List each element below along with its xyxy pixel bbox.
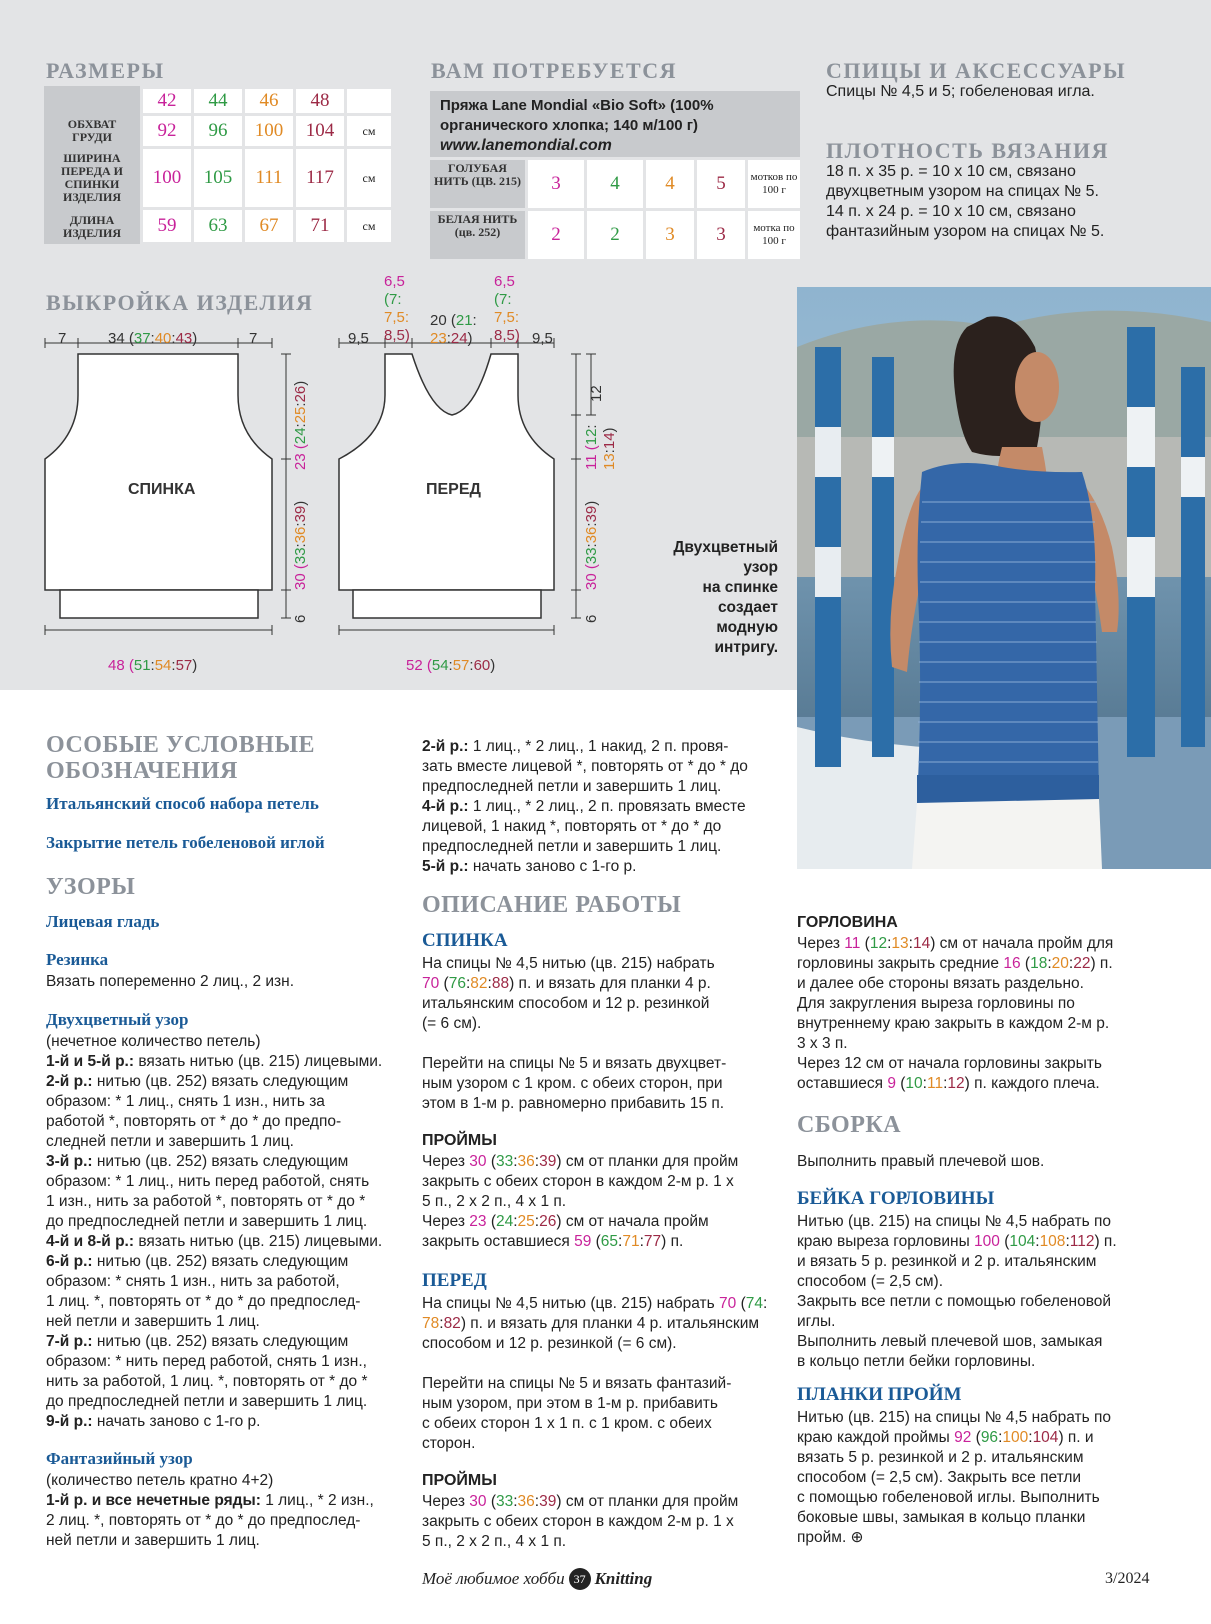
front-shoulder-edge-left: 9,5 <box>348 330 369 347</box>
rib-title: Резинка <box>46 950 109 969</box>
text-line: образом: * снять 1 изн., нить за работой, <box>46 1273 340 1290</box>
unit: мотков по 100 г <box>748 160 800 208</box>
text-line: 4-й р.: 1 лиц., * 2 лиц., 2 п. провязать вместе <box>422 798 746 815</box>
needles-text: Спицы № 4,5 и 5; гобеленовая игла. <box>826 83 1095 100</box>
text-line: 5-й р.: начать заново с 1-го р. <box>422 858 637 875</box>
neckband-title: БЕЙКА ГОРЛОВИНЫ <box>797 1188 995 1209</box>
back-band <box>60 590 258 618</box>
back-cast-on: 70 (76:82:88) п. и вязать для планки 4 р. <box>422 975 711 992</box>
front-shape <box>339 354 554 590</box>
value: 59 <box>143 210 191 242</box>
value: 3 <box>646 211 694 259</box>
photo-caption: Двухцветный узор на спинке создает модную интригу. <box>673 539 778 656</box>
yarn-line1: Пряжа Lane Mondial «Bio Soft» (100% <box>440 97 714 114</box>
yarn-box <box>430 91 800 157</box>
front-shoulder-right: 6,5 (7: 7,5: 8,5) <box>494 273 520 344</box>
issue-number: 3/2024 <box>1105 1570 1150 1587</box>
text-line: (нечетное количество петель) <box>46 1033 261 1050</box>
text-line: образом: * 1 лиц., снять 1 изн., нить за <box>46 1093 325 1110</box>
value: 117 <box>296 149 344 207</box>
front-width-dim: 52 (54:57:60) <box>406 657 496 674</box>
back-neck-dim: 34 (37:40:43) <box>108 330 198 347</box>
value: 105 <box>194 149 242 207</box>
value: 96 <box>194 116 242 146</box>
text-line: 9-й р.: начать заново с 1-го р. <box>46 1413 261 1430</box>
back-armhole-dim: 23 (24:25:26) <box>292 380 309 470</box>
row-label-width: ШИРИНА ПЕРЕДА И СПИНКИ ИЗДЕЛИЯ <box>47 152 137 208</box>
text-line: ней петли и завершить 1 лиц. <box>46 1313 260 1330</box>
text-line: образом: * нить перед работой, снять 1 изн., <box>46 1353 367 1370</box>
rib-text: Вязать попеременно 2 лиц., 2 изн. <box>46 973 294 990</box>
materials-table <box>430 157 800 261</box>
unit: см <box>347 149 391 207</box>
armholes-front-text: Через 30 (33:36:39) см от планки для пройм закрыть с обеих сторон в каждом 2-м р. 1 х 5 п., 2 х 2 п., 4 х 1 п. <box>422 1493 739 1550</box>
value: 2 <box>587 211 643 259</box>
fancy-text <box>46 1471 416 1551</box>
value: 4 <box>646 160 694 208</box>
value: 100 <box>143 149 191 207</box>
neck-text: Через 11 (12:13:14) см от начала пройм для горловины закрыть средние 16 (18:20:22) п. и далее обе стороны вязать раздельно. Для закругления выреза горловины по внутреннему краю закрыть в каждом 2-м р. 3 х 3 п. Через 12 см от начала горловины закрыть оставшиеся 9 (10:11:12) п. каждого плеча. <box>797 935 1114 1092</box>
text-line: 3-й р.: нитью (цв. 252) вязать следующим <box>46 1153 349 1170</box>
size-44: 44 <box>194 89 242 113</box>
value: 71 <box>296 210 344 242</box>
text-line: лицевой, 1 накид *, повторять от * до * до <box>422 818 722 835</box>
front-neck-depth-dim: 12 <box>588 385 605 402</box>
twocolor-title: Двухцветный узор <box>46 1010 189 1029</box>
bands-title: ПЛАНКИ ПРОЙМ <box>797 1384 962 1405</box>
back-shoulder-left: 7 <box>58 330 67 347</box>
back-band-dim: 6 <box>292 614 309 623</box>
size-42: 42 <box>143 89 191 113</box>
back-p2: Перейти на спицы № 5 и вязать двухцвет- ным узором с 1 кром. с обеих сторон, при этом в 1-м р. равномерно прибавить 15 п. <box>422 1055 727 1112</box>
row-label-blue: ГОЛУБАЯ НИТЬ (ЦВ. 215) <box>430 160 525 208</box>
text-line: предпоследней петли и завершить 1 лиц. <box>422 778 722 795</box>
stockinette-title: Лицевая гладь <box>46 912 160 931</box>
front-p1: На спицы № 4,5 нитью (цв. 215) набрать 70 (74: 78:82) п. и вязать для планки 4 р. итальянским способом и 12 р. резинкой (= 6 см). <box>422 1295 768 1352</box>
assembly-text: Выполнить правый плечевой шов. <box>797 1153 1045 1170</box>
special-item-2: Закрытие петель гобеленовой иглой <box>46 833 325 852</box>
fancy-text-cont <box>422 737 792 877</box>
text-line: 1-й р. и все нечетные ряды: 1 лиц., * 2 изн., <box>46 1492 374 1509</box>
text-line: 2 лиц. *, повторять от * до * до предпослед- <box>46 1512 361 1529</box>
back-p1: На спицы № 4,5 нитью (цв. 215) набрать 70 (76:82:88) п. и вязать для планки 4 р. итальянским способом и 12 р. резинкой (= 6 см). <box>422 955 715 1032</box>
materials-title: ВАМ ПОТРЕБУЕТСЯ <box>431 58 677 83</box>
value: 3 <box>528 160 584 208</box>
sizes-title: РАЗМЕРЫ <box>46 58 165 83</box>
text-line: работой *, повторять от * до * до предпо- <box>46 1113 342 1130</box>
value: 104 <box>296 116 344 146</box>
text-line: ней петли и завершить 1 лиц. <box>46 1532 260 1549</box>
text-line: 7-й р.: нитью (цв. 252) вязать следующим <box>46 1333 349 1350</box>
front-label: ПЕРЕД <box>426 481 481 498</box>
row-label-chest: ОБХВАТ ГРУДИ <box>47 116 137 146</box>
text-line: 2-й р.: нитью (цв. 252) вязать следующим <box>46 1073 349 1090</box>
unit: см <box>347 116 391 146</box>
front-title: ПЕРЕД <box>422 1270 487 1291</box>
page-number: 37 <box>569 1568 591 1590</box>
assembly-title: СБОРКА <box>797 1112 902 1138</box>
back-shoulder-right: 7 <box>249 330 258 347</box>
front-shoulder-edge-right: 9,5 <box>532 330 553 347</box>
pattern-title: ВЫКРОЙКА ИЗДЕЛИЯ <box>46 290 314 315</box>
back-shape <box>45 354 272 590</box>
value: 2 <box>528 211 584 259</box>
text-line: (количество петель кратно 4+2) <box>46 1472 274 1489</box>
special-title: ОСОБЫЕ УСЛОВНЫЕ ОБОЗНАЧЕНИЯ <box>46 732 316 784</box>
text-line: 4-й и 8-й р.: вязать нитью (цв. 215) лицевыми. <box>46 1233 383 1250</box>
value: 5 <box>697 160 745 208</box>
magazine-name: Моё любимое хобби <box>422 1569 565 1588</box>
row-label-length: ДЛИНА ИЗДЕЛИЯ <box>47 214 137 242</box>
text-line: 6-й р.: нитью (цв. 252) вязать следующим <box>46 1253 349 1270</box>
value: 67 <box>245 210 293 242</box>
text-line: 2-й р.: 1 лиц., * 2 лиц., 1 накид, 2 п. провя- <box>422 738 729 755</box>
text-line: 1 лиц. *, повторять от * до * до предпослед- <box>46 1293 361 1310</box>
text-line: 1-й и 5-й р.: вязать нитью (цв. 215) лицевыми. <box>46 1053 383 1070</box>
size-48: 48 <box>296 89 344 113</box>
size-46: 46 <box>245 89 293 113</box>
unit: мотка по 100 г <box>748 211 800 259</box>
value: 63 <box>194 210 242 242</box>
needles-title: СПИЦЫ И АКСЕССУАРЫ <box>826 58 1127 83</box>
front-band-dim: 6 <box>583 614 600 623</box>
value: 92 <box>143 116 191 146</box>
text-line: зать вместе лицевой *, повторять от * до * до <box>422 758 748 775</box>
text-line: до предпоследней петли и завершить 1 лиц. <box>46 1393 368 1410</box>
armholes-back-title: ПРОЙМЫ <box>422 1132 497 1149</box>
text-line: образом: * 1 лиц., нить перед работой, снять <box>46 1173 370 1190</box>
value: 100 <box>245 116 293 146</box>
yarn-line2: органического хлопка; 140 м/100 г) <box>440 117 699 134</box>
gauge-title: ПЛОТНОСТЬ ВЯЗАНИЯ <box>826 138 1109 163</box>
back-label: СПИНКА <box>128 481 196 498</box>
yarn-url[interactable]: www.lanemondial.com <box>440 137 612 154</box>
value: 3 <box>697 211 745 259</box>
work-title: ОПИСАНИЕ РАБОТЫ <box>422 892 682 918</box>
footer-brand <box>422 1568 652 1590</box>
brand-name: Knitting <box>594 1569 653 1588</box>
back-width-dim: 48 (51:54:57) <box>108 657 198 674</box>
back-title: СПИНКА <box>422 930 508 951</box>
armholes-front-title: ПРОЙМЫ <box>422 1472 497 1489</box>
gauge-text: 18 п. х 35 р. = 10 х 10 см, связано двухцветным узором на спицах № 5. 14 п. х 24 р. = 10 х 10 см, связано фантазийным узором на спицах № 5. <box>826 163 1105 240</box>
front-shoulder-left: 6,5 (7: 7,5: 8,5) <box>384 273 410 344</box>
neckband-text: Нитью (цв. 215) на спицы № 4,5 набрать по краю выреза горловины 100 (104:108:112) п. и вязать 5 р. резинкой и 2 р. итальянским способом (= 2,5 см). Закрыть все петли с помощью гобеленовой иглы. Выполнить левый плечевой шов, замыкая в кольцо петли бейки горловины. <box>797 1213 1117 1370</box>
fancy-title: Фантазийный узор <box>46 1449 193 1468</box>
text-line: следней петли и завершить 1 лиц. <box>46 1133 294 1150</box>
value: 4 <box>587 160 643 208</box>
back-side-dim: 30 (33:36:39) <box>292 500 309 590</box>
neck-title: ГОРЛОВИНА <box>797 914 898 931</box>
twocolor-text <box>46 1032 416 1432</box>
text-line: 1 изн., нить за работой *, повторять от * до * <box>46 1193 366 1210</box>
text-line: предпоследней петли и завершить 1 лиц. <box>422 838 722 855</box>
front-armhole-dim: 11 (12: 13:14) <box>583 424 618 470</box>
unit: см <box>347 210 391 242</box>
bands-text: Нитью (цв. 215) на спицы № 4,5 набрать по краю каждой проймы 92 (96:100:104) п. и вязать 5 р. резинкой и 2 р. итальянским способом (= 2,5 см). Закрыть все петли с помощью гобеленовой иглы. Выполнить боковые швы, замыкая в кольцо планки пройм. ⊕ <box>797 1409 1112 1546</box>
row-label-white: БЕЛАЯ НИТЬ (цв. 252) <box>430 211 525 259</box>
front-neck-dim: 20 (21: 23:24) <box>430 312 477 347</box>
front-side-dim: 30 (33:36:39) <box>583 500 600 590</box>
text-line: нить за работой, 1 лиц. *, повторять от * до * <box>46 1373 368 1390</box>
armholes-back-text: Через 30 (33:36:39) см от планки для пройм закрыть с обеих сторон в каждом 2-м р. 1 х 5 п., 2 х 2 п., 4 х 1 п. Через 23 (24:25:26) см от начала пройм закрыть оставшиеся 59 (65:71:77) п. <box>422 1153 739 1250</box>
special-item-1: Итальянский способ набора петель <box>46 794 319 813</box>
front-p2: Перейти на спицы № 5 и вязать фантазий- ным узором, при этом в 1-м р. прибавить с обеих сторон 1 х 1 п. с 1 кром. с обеих сторон. <box>422 1375 732 1452</box>
patterns-title: УЗОРЫ <box>46 874 136 900</box>
front-band <box>353 590 541 618</box>
text-line: до предпоследней петли и завершить 1 лиц. <box>46 1213 368 1230</box>
value: 111 <box>245 149 293 207</box>
model-photo <box>797 287 1211 869</box>
